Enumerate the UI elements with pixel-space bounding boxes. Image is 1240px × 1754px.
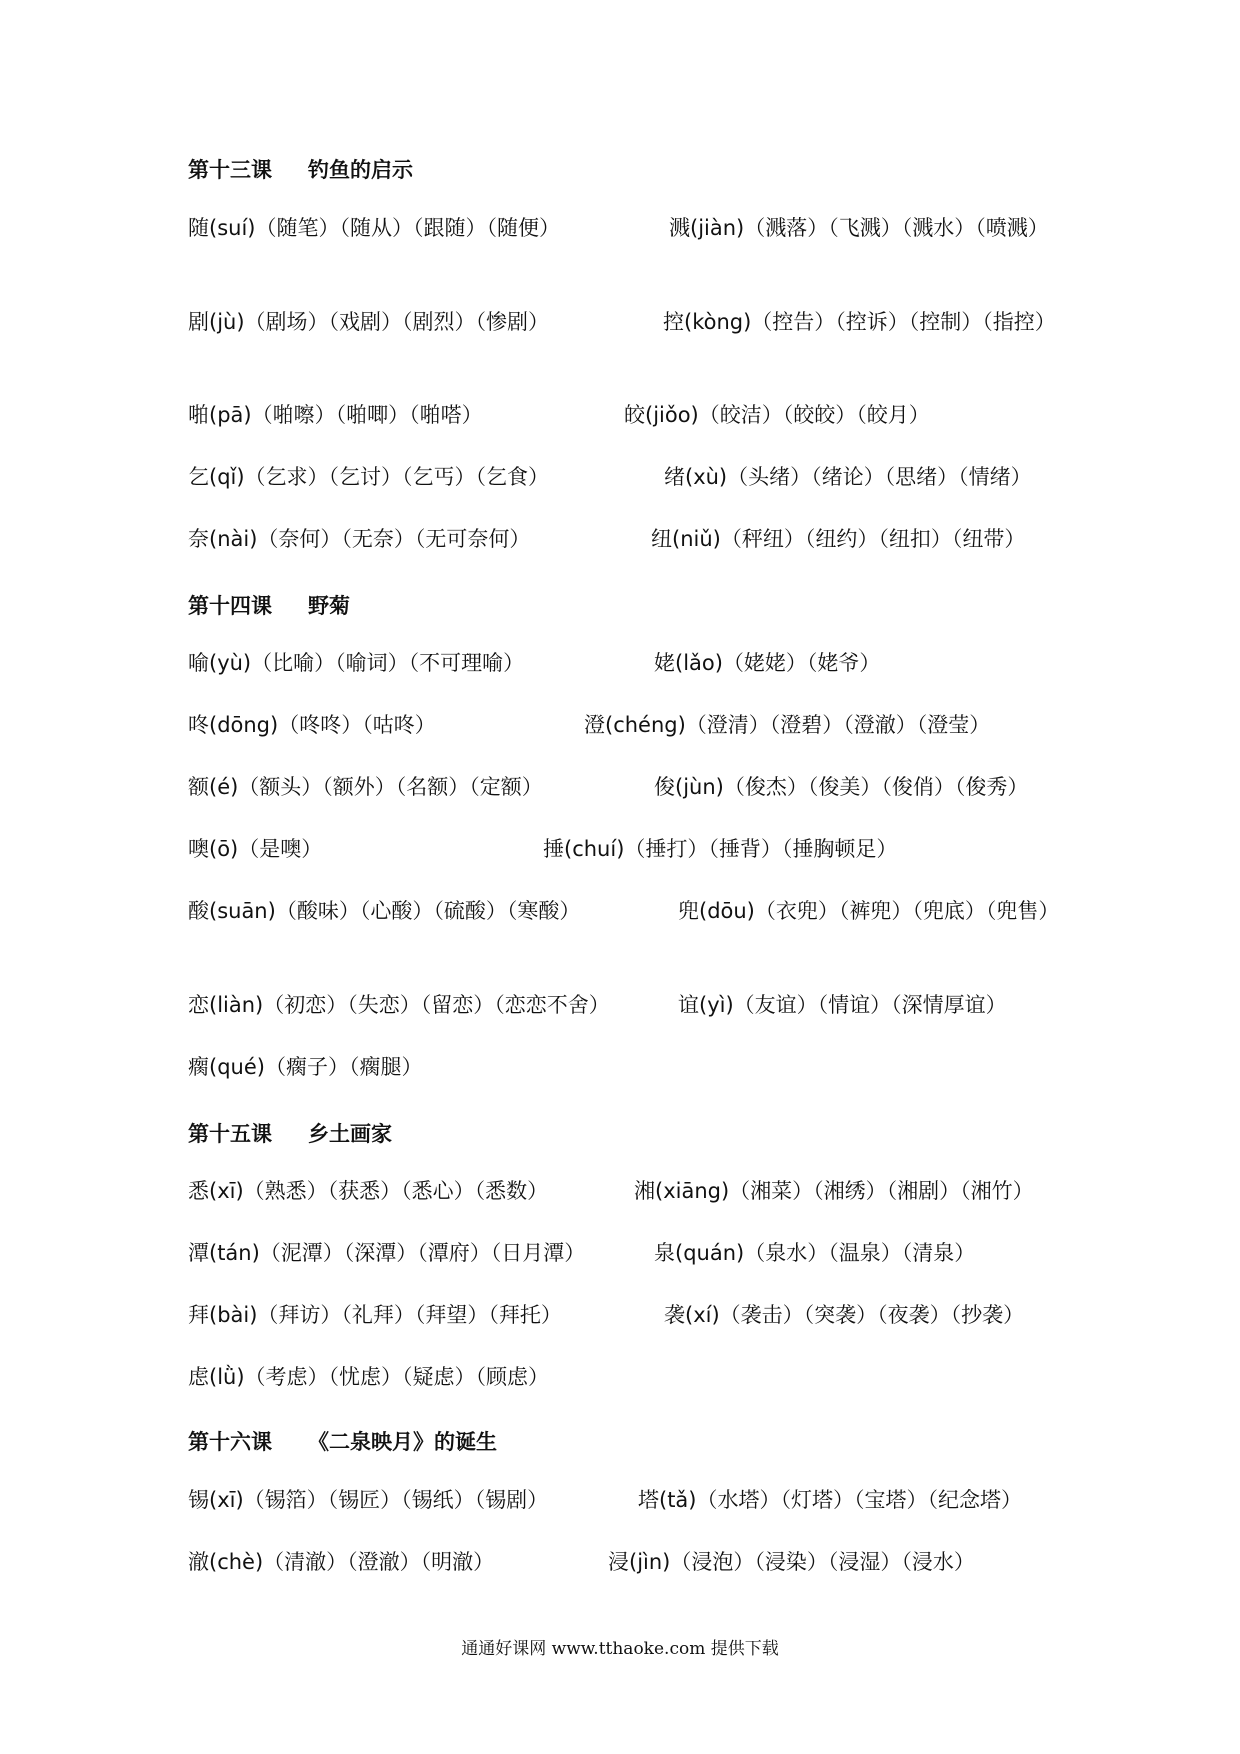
vocab-entry: 咚(dōng)（咚咚）（咕咚） [188,713,436,737]
vocab-entry: 瘸(qué)（瘸子）（瘸腿） [188,1055,423,1079]
lesson-number: 第十五课 [188,1122,272,1146]
vocab-entry: 溅(jiàn)（溅落）（飞溅）（溅水）（喷溅） [669,216,1049,240]
vocab-entry: 乞(qǐ)（乞求）（乞讨）（乞丐）（乞食） [188,465,550,489]
vocab-entry: 奈(nài)（奈何）（无奈）（无可奈何） [188,527,531,551]
vocab-entry: 剧(jù)（剧场）（戏剧）（剧烈）（惨剧） [188,310,550,334]
lesson-number: 第十四课 [188,594,272,618]
vocab-entry: 控(kòng)（控告）（控诉）（控制）（指控） [663,310,1056,334]
vocab-entry: 悉(xī)（熟悉）（获悉）（悉心）（悉数） [188,1179,549,1203]
lesson-heading [188,154,413,184]
vocab-entry: 谊(yì)（友谊）（情谊）（深情厚谊） [678,993,1007,1017]
page-footer: 通通好课网 www.tthaoke.com 提供下载 [461,1639,779,1659]
vocab-entry: 俊(jùn)（俊杰）（俊美）（俊俏）（俊秀） [654,775,1029,799]
vocab-entry: 纽(niǔ)（秤纽）（纽约）（纽扣）（纽带） [651,527,1026,551]
vocab-entry: 虑(lǜ)（考虑）（忧虑）（疑虑）（顾虑） [188,1365,550,1389]
vocab-entry: 皎(jiǒo)（皎洁）（皎皎）（皎月） [624,403,930,427]
lesson-name: 野菊 [308,594,350,618]
vocab-entry: 恋(liàn)（初恋）（失恋）（留恋）（恋恋不舍） [188,993,610,1017]
vocab-entry: 湘(xiāng)（湘菜）（湘绣）（湘剧）（湘竹） [634,1179,1034,1203]
lesson-name: 钓鱼的启示 [308,158,413,182]
lesson-name: 乡土画家 [308,1122,392,1146]
vocab-entry: 浸(jìn)（浸泡）（浸染）（浸湿）（浸水） [608,1550,975,1574]
vocab-entry: 潭(tán)（泥潭）（深潭）（潭府）（日月潭） [188,1241,586,1265]
vocab-entry: 袭(xí)（袭击）（突袭）（夜袭）（抄袭） [664,1303,1025,1327]
vocab-entry: 噢(ō)（是噢） [188,837,323,861]
lesson-number: 第十三课 [188,158,272,182]
vocab-entry: 塔(tǎ)（水塔）（灯塔）（宝塔）（纪念塔） [638,1488,1022,1512]
vocab-entry: 绪(xù)（头绪）（绪论）（思绪）（情绪） [664,465,1032,489]
vocab-entry: 兜(dōu)（衣兜）（裤兜）（兜底）（兜售） [678,899,1060,923]
vocab-entry: 泉(quán)（泉水）（温泉）（清泉） [654,1241,976,1265]
lesson-name: 《二泉映月》的诞生 [308,1430,497,1454]
lesson-heading [188,590,350,620]
vocab-entry: 酸(suān)（酸味）（心酸）（硫酸）（寒酸） [188,899,581,923]
lesson-heading [188,1118,392,1148]
vocab-entry: 随(suí)（随笔）（随从）（跟随）（随便） [188,216,560,240]
vocab-entry: 捶(chuí)（捶打）（捶背）（捶胸顿足） [543,837,898,861]
vocab-entry: 拜(bài)（拜访）（礼拜）（拜望）（拜托） [188,1303,562,1327]
vocab-entry: 啪(pā)（啪嚓）（啪唧）（啪嗒） [188,403,483,427]
vocab-entry: 喻(yù)（比喻）（喻词）（不可理喻） [188,651,525,675]
lesson-heading [188,1426,497,1456]
vocab-entry: 姥(lǎo)（姥姥）（姥爷） [654,651,881,675]
vocab-entry: 额(é)（额头）（额外）（名额）（定额） [188,775,543,799]
vocab-entry: 澈(chè)（清澈）（澄澈）（明澈） [188,1550,495,1574]
vocab-entry: 锡(xī)（锡箔）（锡匠）（锡纸）（锡剧） [188,1488,549,1512]
vocab-entry: 澄(chéng)（澄清）（澄碧）（澄澈）（澄莹） [584,713,991,737]
lesson-number: 第十六课 [188,1430,272,1454]
